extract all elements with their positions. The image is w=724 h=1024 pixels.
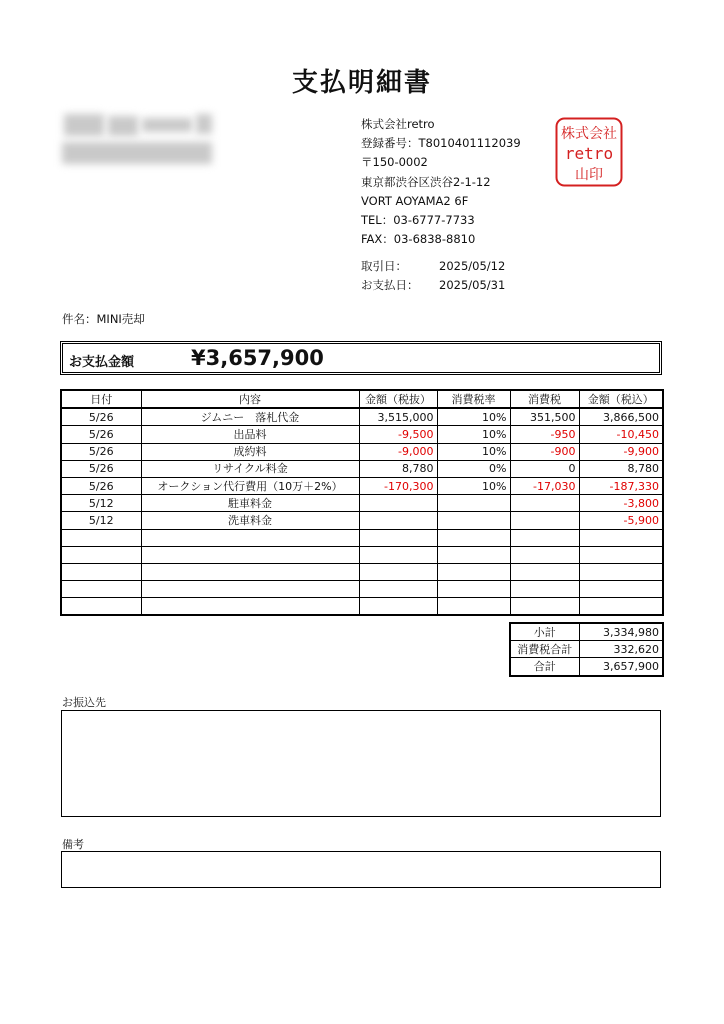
- cell-amount-incl-tax: [579, 563, 663, 580]
- header-amount-excl-tax: 金額（税抜）: [359, 390, 437, 408]
- cell-amount-excl-tax: 3,515,000: [359, 408, 437, 426]
- cell-description: オークション代行費用（10万＋2%）: [141, 477, 359, 494]
- issuer-name: 株式会社retro: [361, 117, 435, 131]
- header-tax-rate: 消費税率: [437, 390, 510, 408]
- cell-amount-excl-tax: [359, 598, 437, 616]
- issuer-registration: 登録番号：T8010401112039: [361, 136, 521, 151]
- cell-tax: [510, 529, 579, 546]
- totals-table: [509, 622, 664, 677]
- issuer-fax: FAX：03-6838-8810: [361, 232, 476, 247]
- grand-total-label: 合計: [510, 658, 579, 676]
- cell-amount-excl-tax: [359, 495, 437, 512]
- issuer-address2: VORT AOYAMA2 6F: [361, 193, 469, 208]
- cell-description: 駐車料金: [141, 495, 359, 512]
- subtotal-label: 小計: [510, 623, 579, 641]
- cell-amount-excl-tax: -9,000: [359, 443, 437, 460]
- cell-amount-incl-tax: [579, 529, 663, 546]
- cell-amount-excl-tax: -170,300: [359, 477, 437, 494]
- cell-date: [61, 581, 141, 598]
- transaction-date-label: 取引日：: [361, 259, 407, 273]
- cell-tax: [510, 546, 579, 563]
- recipient-name-redacted: [62, 112, 214, 174]
- table-row: [61, 581, 663, 598]
- cell-date: [61, 563, 141, 580]
- notes-label: 備考: [62, 838, 84, 851]
- cell-tax: 0: [510, 460, 579, 477]
- table-row: [61, 477, 663, 494]
- header-description: 内容: [141, 390, 359, 408]
- cell-date: [61, 529, 141, 546]
- cell-description: 洗車料金: [141, 512, 359, 529]
- cell-amount-excl-tax: -9,500: [359, 426, 437, 443]
- cell-tax-rate: 10%: [437, 408, 510, 426]
- tax-total-value: 332,620: [579, 641, 663, 658]
- issuer-address1: 東京都渋谷区渋谷2-1-12: [361, 174, 491, 189]
- seal-text-mid: retro: [564, 144, 614, 163]
- cell-amount-incl-tax: [579, 581, 663, 598]
- cell-amount-excl-tax: [359, 546, 437, 563]
- cell-amount-incl-tax: -187,330: [579, 477, 663, 494]
- cell-amount-excl-tax: [359, 529, 437, 546]
- cell-tax-rate: 0%: [437, 460, 510, 477]
- totals-row: [510, 658, 663, 676]
- cell-amount-incl-tax: [579, 546, 663, 563]
- cell-amount-incl-tax: -9,900: [579, 443, 663, 460]
- cell-amount-excl-tax: 8,780: [359, 460, 437, 477]
- issuer-postal: 〒150-0002: [361, 155, 428, 170]
- cell-tax-rate: [437, 546, 510, 563]
- cell-description: [141, 581, 359, 598]
- table-row: [61, 443, 663, 460]
- subtotal-value: 3,334,980: [579, 623, 663, 641]
- cell-date: [61, 598, 141, 616]
- seal-text-top: 株式会社: [561, 126, 617, 142]
- totals-row: [510, 641, 663, 658]
- cell-date: 5/26: [61, 408, 141, 426]
- seal-text-bottom: 山印: [575, 167, 603, 183]
- table-row: [61, 546, 663, 563]
- cell-tax-rate: [437, 581, 510, 598]
- cell-description: ジムニー 落札代金: [141, 408, 359, 426]
- cell-tax: [510, 581, 579, 598]
- cell-tax: [510, 512, 579, 529]
- cell-amount-incl-tax: -3,800: [579, 495, 663, 512]
- cell-date: 5/12: [61, 512, 141, 529]
- document-title: 支払明細書: [291, 68, 432, 98]
- payment-date-value: 2025/05/31: [439, 277, 506, 292]
- bank-details-box: [61, 710, 661, 817]
- cell-tax: -17,030: [510, 477, 579, 494]
- cell-tax-rate: [437, 495, 510, 512]
- cell-date: 5/12: [61, 495, 141, 512]
- cell-tax: [510, 563, 579, 580]
- cell-tax: [510, 495, 579, 512]
- cell-description: [141, 529, 359, 546]
- table-row: [61, 460, 663, 477]
- cell-tax-rate: [437, 598, 510, 616]
- cell-amount-incl-tax: -10,450: [579, 426, 663, 443]
- cell-amount-incl-tax: 8,780: [579, 460, 663, 477]
- cell-amount-excl-tax: [359, 563, 437, 580]
- table-row: [61, 598, 663, 616]
- notes-box: [61, 851, 661, 888]
- table-row: [61, 563, 663, 580]
- cell-description: [141, 563, 359, 580]
- cell-tax: -950: [510, 426, 579, 443]
- payment-amount-box: [60, 341, 662, 375]
- cell-amount-incl-tax: 3,866,500: [579, 408, 663, 426]
- issuer-tel: TEL：03-6777-7733: [361, 213, 475, 228]
- cell-tax: -900: [510, 443, 579, 460]
- tax-total-label: 消費税合計: [510, 641, 579, 658]
- cell-description: [141, 598, 359, 616]
- table-row: [61, 408, 663, 426]
- cell-amount-incl-tax: [579, 598, 663, 616]
- cell-date: 5/26: [61, 426, 141, 443]
- cell-date: [61, 546, 141, 563]
- grand-total-value: 3,657,900: [579, 658, 663, 676]
- header-date: 日付: [61, 390, 141, 408]
- cell-date: 5/26: [61, 460, 141, 477]
- header-amount-incl-tax: 金額（税込）: [579, 390, 663, 408]
- issuer-block: [361, 115, 521, 249]
- cell-description: 出品料: [141, 426, 359, 443]
- table-header-row: [61, 390, 663, 408]
- subject-line: 件名：MINI売却: [62, 312, 145, 326]
- cell-description: [141, 546, 359, 563]
- table-row: [61, 495, 663, 512]
- totals-row: [510, 623, 663, 641]
- table-row: [61, 529, 663, 546]
- company-seal-stamp: [555, 117, 623, 187]
- payment-amount-value: ¥3,657,900: [191, 346, 324, 370]
- header-tax: 消費税: [510, 390, 579, 408]
- cell-description: 成約料: [141, 443, 359, 460]
- cell-amount-incl-tax: -5,900: [579, 512, 663, 529]
- line-items-table: [60, 389, 664, 616]
- table-row: [61, 426, 663, 443]
- cell-tax-rate: [437, 529, 510, 546]
- cell-date: 5/26: [61, 477, 141, 494]
- cell-description: リサイクル料金: [141, 460, 359, 477]
- payment-date-label: お支払日：: [361, 277, 419, 292]
- dates-block: [361, 257, 505, 294]
- bank-label: お振込先: [62, 696, 106, 709]
- cell-tax: 351,500: [510, 408, 579, 426]
- transaction-date-value: 2025/05/12: [439, 259, 506, 273]
- cell-tax: [510, 598, 579, 616]
- cell-tax-rate: 10%: [437, 477, 510, 494]
- table-row: [61, 512, 663, 529]
- cell-tax-rate: 10%: [437, 443, 510, 460]
- cell-tax-rate: [437, 512, 510, 529]
- cell-amount-excl-tax: [359, 581, 437, 598]
- cell-tax-rate: [437, 563, 510, 580]
- cell-tax-rate: 10%: [437, 426, 510, 443]
- cell-amount-excl-tax: [359, 512, 437, 529]
- payment-amount-label: お支払金額: [69, 355, 135, 370]
- cell-date: 5/26: [61, 443, 141, 460]
